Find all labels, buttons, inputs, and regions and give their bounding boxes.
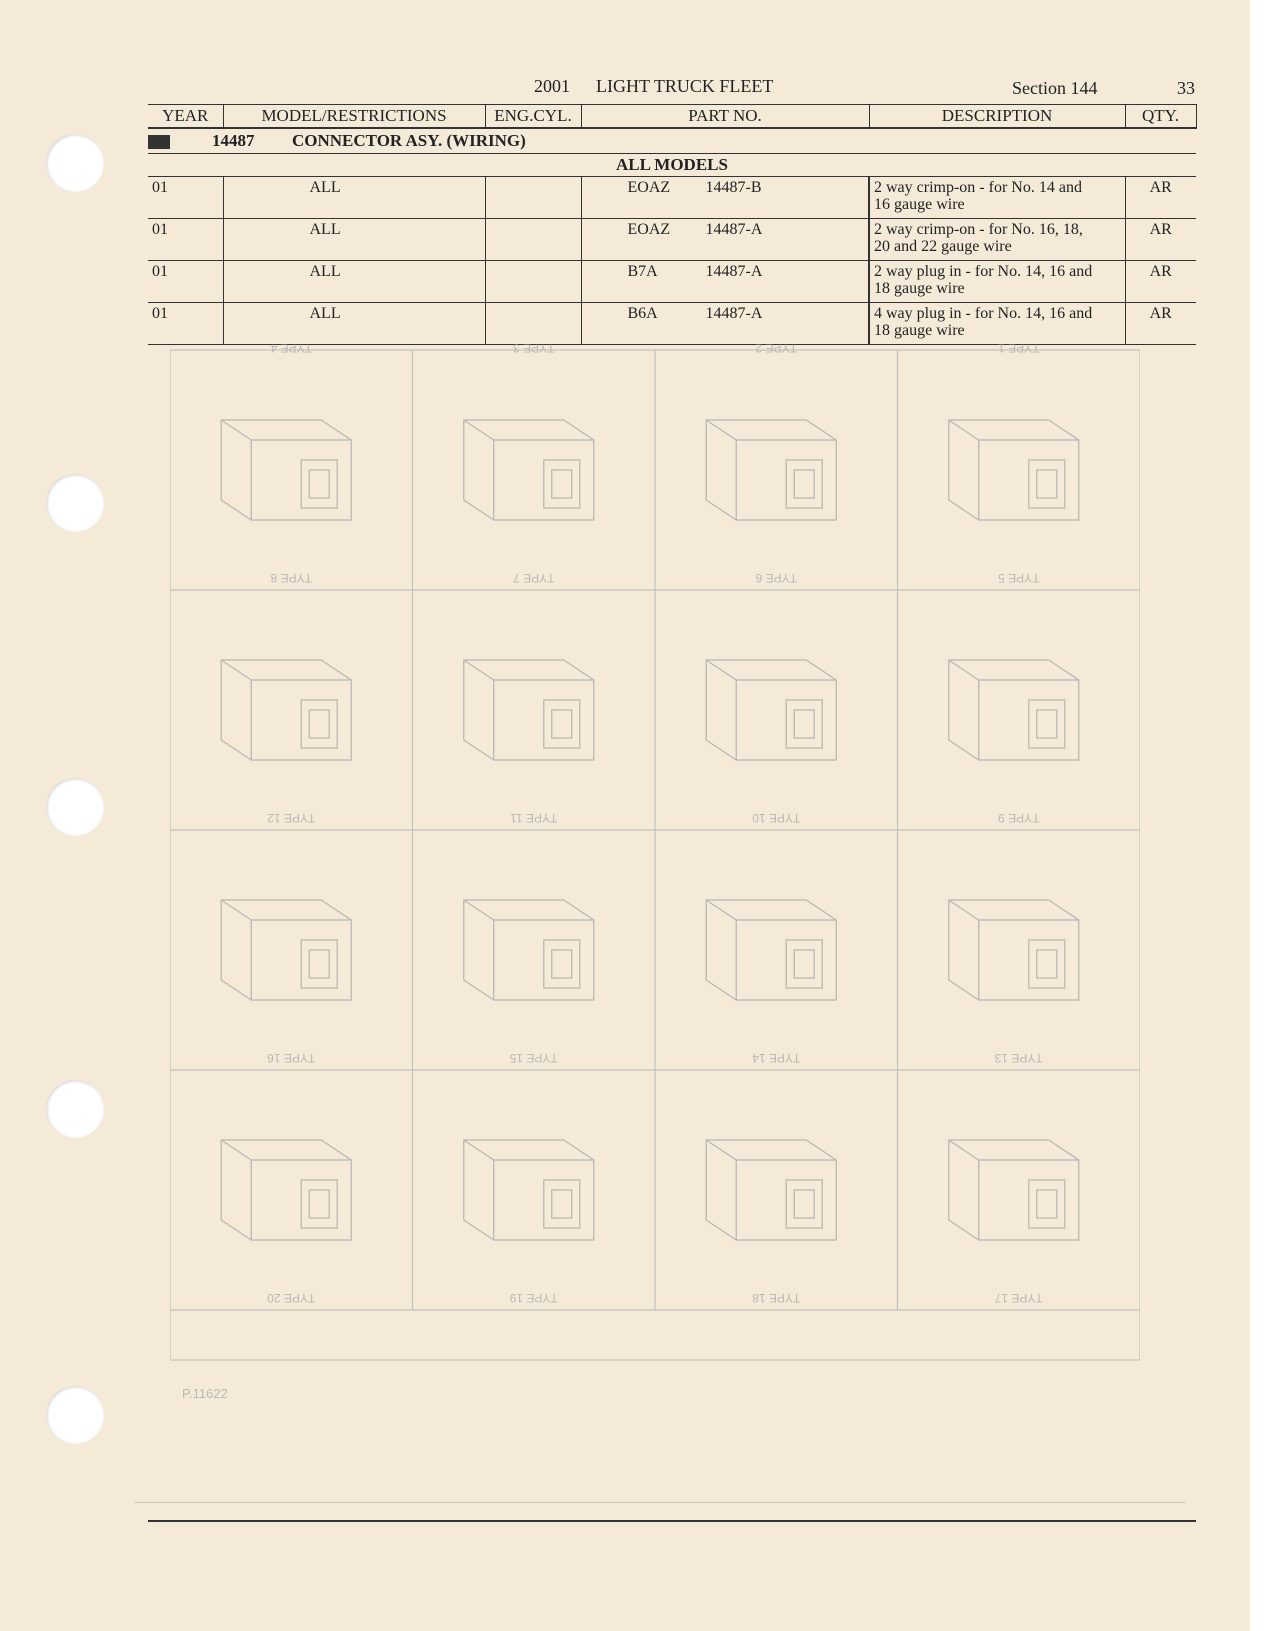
cell-eng bbox=[485, 177, 581, 219]
group-row bbox=[148, 128, 1196, 154]
connector-illustration bbox=[949, 660, 1079, 760]
type-label: TYPE 19 bbox=[509, 1291, 558, 1305]
header-title: LIGHT TRUCK FLEET bbox=[596, 76, 774, 96]
table-row bbox=[148, 303, 1196, 345]
connector-illustration bbox=[706, 900, 836, 1000]
col-header-description: DESCRIPTION bbox=[869, 105, 1125, 129]
part-prefix: B6A bbox=[627, 305, 658, 322]
col-header-part: PART NO. bbox=[581, 105, 869, 129]
connector-illustration bbox=[464, 420, 594, 520]
cell-eng bbox=[485, 219, 581, 261]
cell-description bbox=[869, 219, 1125, 261]
binder-hole bbox=[46, 1386, 104, 1444]
cell-model: ALL bbox=[223, 219, 485, 261]
type-label: TYPE 9 bbox=[998, 811, 1040, 825]
part-base: 14487-B bbox=[705, 179, 762, 196]
cell-part-no bbox=[581, 219, 869, 261]
type-label: TYPE 5 bbox=[998, 571, 1040, 585]
col-header-qty: QTY. bbox=[1125, 105, 1196, 129]
cell-part-no bbox=[581, 261, 869, 303]
connector-illustration bbox=[221, 1140, 351, 1240]
type-label: TYPE 17 bbox=[994, 1291, 1043, 1305]
col-header-year: YEAR bbox=[148, 105, 223, 129]
connector-illustration bbox=[221, 660, 351, 760]
connector-illustration bbox=[949, 1140, 1079, 1240]
type-label: TYPE 18 bbox=[752, 1291, 801, 1305]
cell-qty: AR bbox=[1125, 261, 1196, 303]
divider bbox=[135, 1502, 1185, 1503]
type-label: TYPE 13 bbox=[994, 1051, 1043, 1065]
binder-hole bbox=[46, 778, 104, 836]
group-marker-icon bbox=[148, 135, 170, 149]
type-label: TYPE 2 bbox=[755, 341, 797, 355]
connector-illustration bbox=[706, 660, 836, 760]
cell-model: ALL bbox=[223, 261, 485, 303]
type-label: TYPE 15 bbox=[509, 1051, 558, 1065]
connector-illustration bbox=[464, 660, 594, 760]
type-label: TYPE 14 bbox=[752, 1051, 801, 1065]
type-label: TYPE 4 bbox=[270, 341, 312, 355]
cell-part-no bbox=[581, 177, 869, 219]
cell-year: 01 bbox=[148, 261, 223, 303]
cell-description bbox=[869, 177, 1125, 219]
cell-year: 01 bbox=[148, 177, 223, 219]
part-prefix: B7A bbox=[627, 263, 658, 280]
desc-line: 2 way crimp-on - for No. 14 and bbox=[874, 179, 1082, 196]
connector-illustration bbox=[706, 420, 836, 520]
cell-eng bbox=[485, 261, 581, 303]
type-label: TYPE 1 bbox=[998, 341, 1040, 355]
header-year: 2001 bbox=[534, 76, 570, 96]
part-base: 14487-A bbox=[705, 221, 763, 238]
cell-part-no bbox=[581, 303, 869, 345]
cell-qty: AR bbox=[1125, 303, 1196, 345]
group-number: 14487 bbox=[212, 131, 255, 150]
figure-id: P.11622 bbox=[182, 1386, 228, 1401]
group-name: CONNECTOR ASY. (WIRING) bbox=[292, 131, 526, 150]
connector-illustration bbox=[949, 900, 1079, 1000]
connector-illustration bbox=[949, 420, 1079, 520]
part-prefix: EOAZ bbox=[627, 221, 671, 238]
cell-year: 01 bbox=[148, 219, 223, 261]
binder-hole bbox=[46, 474, 104, 532]
type-label: TYPE 7 bbox=[513, 571, 555, 585]
connector-types-diagram bbox=[170, 340, 1140, 1410]
part-base: 14487-A bbox=[705, 305, 763, 322]
desc-line: 18 gauge wire bbox=[874, 322, 965, 339]
type-label: TYPE 20 bbox=[267, 1291, 316, 1305]
type-label: TYPE 16 bbox=[267, 1051, 316, 1065]
table-row bbox=[148, 177, 1196, 219]
cell-model: ALL bbox=[223, 303, 485, 345]
cell-description bbox=[869, 261, 1125, 303]
desc-line: 4 way plug in - for No. 14, 16 and bbox=[874, 305, 1093, 322]
page-number: 33 bbox=[1177, 78, 1195, 98]
connector-illustration bbox=[706, 1140, 836, 1240]
cell-year: 01 bbox=[148, 303, 223, 345]
col-header-model: MODEL/RESTRICTIONS bbox=[223, 105, 485, 129]
divider bbox=[148, 1520, 1196, 1522]
connector-illustration bbox=[221, 900, 351, 1000]
cell-qty: AR bbox=[1125, 177, 1196, 219]
binder-hole bbox=[46, 1080, 104, 1138]
subsection-title: ALL MODELS bbox=[148, 154, 1196, 177]
cell-qty: AR bbox=[1125, 219, 1196, 261]
table-row bbox=[148, 261, 1196, 303]
type-label: TYPE 6 bbox=[755, 571, 797, 585]
connector-illustration bbox=[221, 420, 351, 520]
type-label: TYPE 10 bbox=[752, 811, 801, 825]
cell-eng bbox=[485, 303, 581, 345]
part-prefix: EOAZ bbox=[627, 179, 671, 196]
desc-line: 16 gauge wire bbox=[874, 196, 965, 213]
type-label: TYPE 11 bbox=[510, 811, 558, 825]
subsection-row bbox=[148, 154, 1196, 177]
col-header-eng: ENG.CYL. bbox=[485, 105, 581, 129]
table-header-row bbox=[148, 105, 1196, 129]
connector-illustration bbox=[464, 900, 594, 1000]
binder-hole bbox=[46, 134, 104, 192]
type-label: TYPE 3 bbox=[513, 341, 555, 355]
type-label: TYPE 8 bbox=[270, 571, 312, 585]
cell-model: ALL bbox=[223, 177, 485, 219]
connector-illustration bbox=[464, 1140, 594, 1240]
desc-line: 2 way crimp-on - for No. 16, 18, bbox=[874, 221, 1083, 238]
desc-line: 20 and 22 gauge wire bbox=[874, 238, 1012, 255]
desc-line: 18 gauge wire bbox=[874, 280, 965, 297]
header-section: Section 144 bbox=[1012, 78, 1098, 98]
part-base: 14487-A bbox=[705, 263, 763, 280]
parts-table bbox=[148, 104, 1197, 345]
desc-line: 2 way plug in - for No. 14, 16 and bbox=[874, 263, 1093, 280]
table-row bbox=[148, 219, 1196, 261]
type-label: TYPE 12 bbox=[267, 811, 316, 825]
cell-description bbox=[869, 303, 1125, 345]
